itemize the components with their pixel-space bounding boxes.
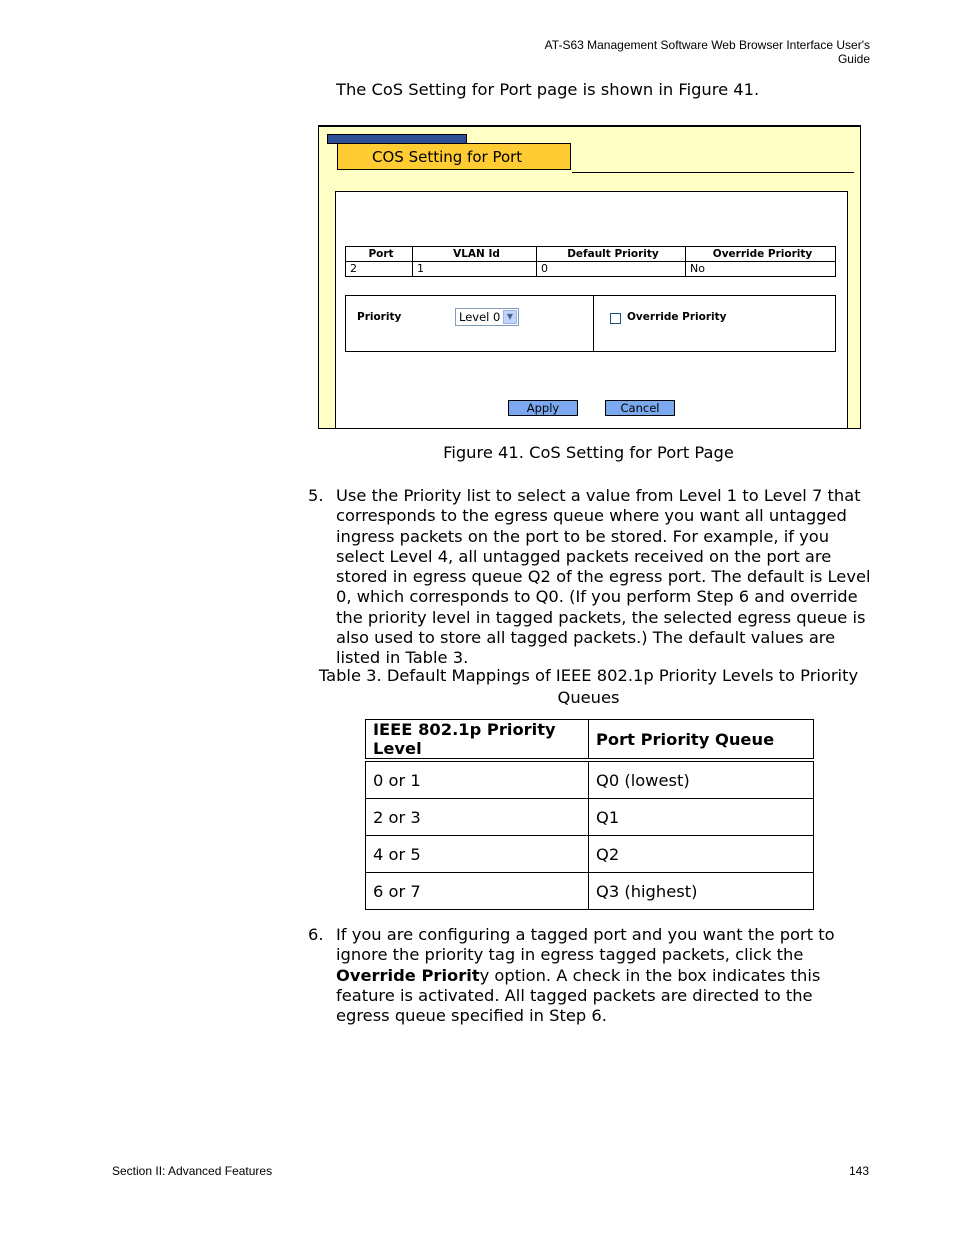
cell-override-priority: No: [686, 262, 836, 277]
cell-level: 4 or 5: [366, 836, 589, 873]
header-priority-queue: Port Priority Queue: [589, 720, 814, 761]
apply-button[interactable]: Apply: [508, 400, 578, 416]
priority-select[interactable]: [455, 308, 519, 326]
chevron-down-icon[interactable]: ▼: [503, 310, 517, 324]
page-number: 143: [848, 1164, 869, 1178]
step-text: [336, 925, 871, 1026]
step-text-part-1: If you are configuring a tagged port and you want the port to ignore the priority tag in egress tagged packets, click the: [336, 925, 835, 965]
col-default-priority: Default Priority: [537, 247, 686, 262]
step-number: 5.: [308, 486, 324, 505]
header-priority-level: IEEE 802.1p Priority Level: [366, 720, 589, 761]
step-text: Use the Priority list to select a value from Level 1 to Level 7 that corresponds to the egress queue where you want all untagged ingress packets on the port to be stored. For example, if you select Level 4, all untagged packets received on the port are stored in egress queue Q2 of the egress port. The default is Level 0, which corresponds to Q0. (If you perform Step 6 and override the priority level in tagged packets, the selected egress queue is also used to store all tagged packets.) The default values are listed in Table 3.: [336, 486, 871, 668]
port-summary-table: [345, 246, 836, 277]
priority-mapping-table: [365, 719, 814, 910]
override-priority-term: Override Priorit: [336, 965, 480, 985]
intro-paragraph: The CoS Setting for Port page is shown in Figure 41.: [336, 80, 760, 99]
footer-section: Section II: Advanced Features: [112, 1164, 273, 1178]
title-rule: [572, 172, 854, 173]
cell-vlan-id: 1: [413, 262, 537, 277]
override-priority-label: Override Priority: [627, 311, 727, 323]
priority-options: [345, 295, 836, 352]
figure-caption: Figure 41. CoS Setting for Port Page: [443, 443, 734, 462]
running-head: AT-S63 Management Software Web Browser Interface User's Guide: [544, 38, 870, 66]
page-title: COS Setting for Port: [337, 143, 571, 170]
cell-level: 6 or 7: [366, 873, 589, 910]
table-row: [366, 799, 814, 836]
table-caption: [318, 665, 859, 709]
table-row: [366, 836, 814, 873]
cell-queue: Q1: [589, 799, 814, 836]
cell-queue: Q2: [589, 836, 814, 873]
cell-default-priority: 0: [537, 262, 686, 277]
cell-level: 2 or 3: [366, 799, 589, 836]
table-caption-line-1: Table 3. Default Mappings of IEEE 802.1p Priority Levels to Priority: [318, 666, 859, 685]
step-number: 6.: [308, 925, 324, 944]
cell-level: 0 or 1: [366, 760, 589, 799]
step-text-part-2: y option. A check in the box indicates this feature is activated. All tagged packets are directed to the egress queue specified in Step 6.: [336, 965, 821, 1026]
cancel-button[interactable]: Cancel: [605, 400, 675, 416]
cos-setting-screenshot: [318, 125, 861, 429]
col-override-priority: Override Priority: [686, 247, 836, 262]
cell-queue: Q3 (highest): [589, 873, 814, 910]
settings-panel: [335, 191, 848, 428]
table-row: [366, 873, 814, 910]
col-vlan-id: VLAN Id: [413, 247, 537, 262]
priority-select-value: Level 0: [459, 310, 501, 324]
table-row: [366, 760, 814, 799]
col-port: Port: [346, 247, 413, 262]
table-row: [346, 262, 836, 277]
override-priority-checkbox[interactable]: [610, 313, 621, 324]
cell-port: 2: [346, 262, 413, 277]
table-caption-line-2: Queues: [557, 688, 620, 707]
options-divider: [593, 296, 594, 351]
cell-queue: Q0 (lowest): [589, 760, 814, 799]
priority-label: Priority: [357, 311, 402, 323]
